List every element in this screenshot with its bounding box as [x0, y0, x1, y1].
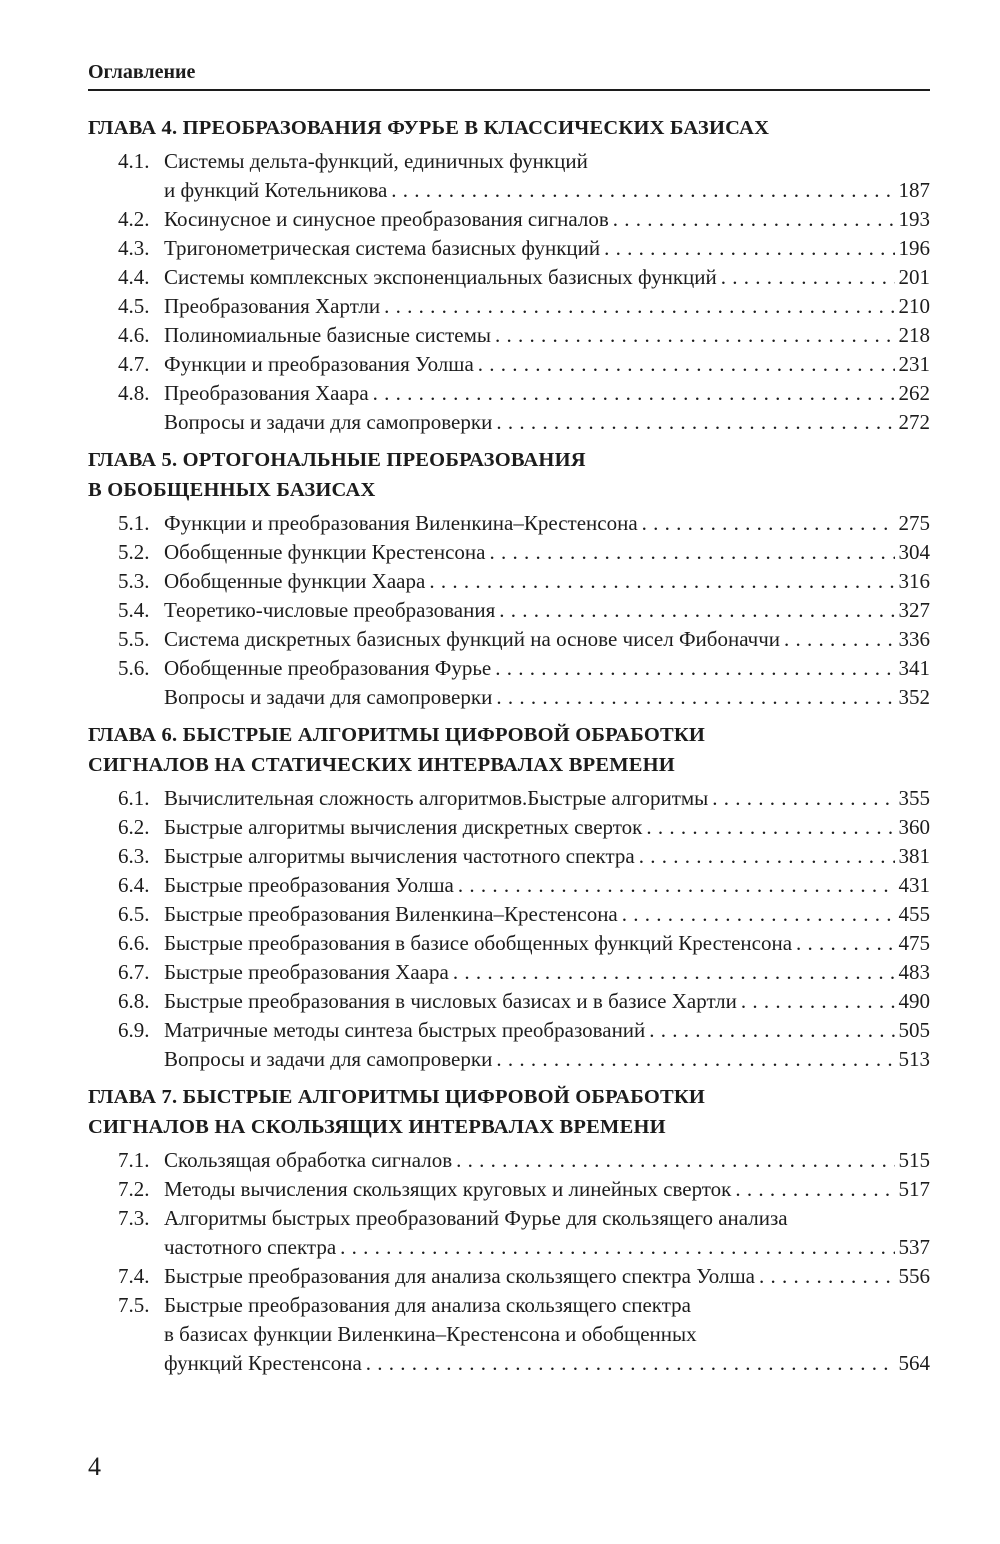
entry-number: 6.2. — [118, 815, 150, 839]
entry-title-last-line — [164, 408, 930, 437]
dot-leader — [646, 813, 894, 842]
entry-title-last-line — [164, 292, 930, 321]
toc-entry[interactable] — [88, 379, 930, 408]
toc-entry[interactable] — [88, 842, 930, 871]
dot-leader — [489, 538, 894, 567]
entry-number: 4.7. — [118, 352, 150, 376]
entry-body — [164, 1146, 930, 1175]
entry-title-last-line — [164, 596, 930, 625]
dot-leader — [604, 234, 894, 263]
entry-title-last-line — [164, 321, 930, 350]
entry-title-last-line — [164, 509, 930, 538]
entry-page-number: 490 — [898, 989, 930, 1013]
entry-title-line: Обобщенные функции Крестенсона — [164, 540, 486, 564]
dot-leader — [496, 683, 894, 712]
entry-title-line: Вопросы и задачи для самопроверки — [164, 1047, 493, 1071]
dot-leader — [721, 263, 895, 292]
entry-number: 5.3. — [118, 569, 150, 593]
entry-title-last-line — [164, 567, 930, 596]
dot-leader — [642, 509, 895, 538]
entry-title-line: Обобщенные функции Хаара — [164, 569, 426, 593]
chapter-title-line: ГЛАВА 5. ОРТОГОНАЛЬНЫЕ ПРЕОБРАЗОВАНИЯ — [88, 449, 586, 471]
entry-title-last-line — [164, 234, 930, 263]
entry-title-line: Вопросы и задачи для самопроверки — [164, 410, 493, 434]
entry-title-last-line — [164, 683, 930, 712]
entry-list — [88, 784, 930, 1074]
dot-leader — [478, 350, 895, 379]
entry-title-last-line — [164, 1262, 930, 1291]
entry-title-line: Быстрые преобразования Виленкина–Крестенсона — [164, 902, 618, 926]
toc-entry[interactable] — [88, 234, 930, 263]
entry-body — [164, 871, 930, 900]
dot-leader — [429, 567, 894, 596]
chapter-title-line: В ОБОБЩЕННЫХ БАЗИСАХ — [88, 479, 376, 501]
entry-body — [164, 784, 930, 813]
entry-page-number: 381 — [898, 844, 930, 868]
entry-body — [164, 538, 930, 567]
entry-page-number: 262 — [898, 381, 930, 405]
entry-title-last-line — [164, 813, 930, 842]
entry-body — [164, 292, 930, 321]
entry-page-number: 218 — [898, 323, 930, 347]
entry-body — [164, 234, 930, 263]
entry-title-last-line — [164, 625, 930, 654]
entry-page-number: 564 — [898, 1351, 930, 1375]
entry-page-number: 272 — [898, 410, 930, 434]
entry-title-last-line — [164, 929, 930, 958]
dot-leader — [712, 784, 894, 813]
chapter-title-line: ГЛАВА 7. БЫСТРЫЕ АЛГОРИТМЫ ЦИФРОВОЙ ОБРАБОТКИ — [88, 1086, 706, 1108]
dot-leader — [456, 1146, 894, 1175]
entry-number: 7.2. — [118, 1177, 150, 1201]
entry-body — [164, 1262, 930, 1291]
entry-page-number: 537 — [898, 1235, 930, 1259]
toc-entry[interactable] — [88, 263, 930, 292]
entry-title-line: Функции и преобразования Уолша — [164, 352, 474, 376]
dot-leader — [759, 1262, 895, 1291]
entry-title-last-line — [164, 842, 930, 871]
dot-leader — [496, 1045, 894, 1074]
entry-number: 5.5. — [118, 627, 150, 651]
entry-title-line: частотного спектра — [164, 1235, 337, 1259]
dot-leader — [495, 654, 894, 683]
entry-title-line: Алгоритмы быстрых преобразований Фурье для скользящего анализа — [164, 1206, 788, 1230]
entry-page-number: 336 — [898, 627, 930, 651]
toc-entry[interactable] — [88, 1146, 930, 1175]
dot-leader — [639, 842, 895, 871]
toc-entry[interactable] — [88, 1262, 930, 1291]
toc-entry[interactable] — [88, 813, 930, 842]
entry-number: 7.3. — [118, 1206, 150, 1230]
entry-title-line: Теоретико-числовые преобразования — [164, 598, 496, 622]
dot-leader — [458, 871, 895, 900]
entry-title-line: Тригонометрическая система базисных функций — [164, 236, 601, 260]
dot-leader — [735, 1175, 894, 1204]
entry-body — [164, 350, 930, 379]
toc-entry[interactable] — [88, 987, 930, 1016]
chapter-title — [88, 720, 930, 780]
toc-entry[interactable] — [88, 205, 930, 234]
entry-title-line: Быстрые преобразования Уолша — [164, 873, 454, 897]
toc-entry[interactable] — [88, 1204, 930, 1262]
entry-title-last-line — [164, 538, 930, 567]
header-rule — [88, 89, 930, 91]
entry-title-line: Методы вычисления скользящих круговых и линейных сверток — [164, 1177, 732, 1201]
toc-entry[interactable] — [88, 596, 930, 625]
toc-entry[interactable] — [88, 350, 930, 379]
chapter-title-line: ГЛАВА 6. БЫСТРЫЕ АЛГОРИТМЫ ЦИФРОВОЙ ОБРАБОТКИ — [88, 724, 706, 746]
entry-title-line: Вопросы и задачи для самопроверки — [164, 685, 493, 709]
entry-body — [164, 1045, 930, 1074]
toc-entry[interactable] — [88, 958, 930, 987]
entry-number: 5.4. — [118, 598, 150, 622]
entry-title-last-line — [164, 1349, 930, 1378]
entry-title-last-line — [164, 1175, 930, 1204]
dot-leader — [796, 929, 894, 958]
entry-page-number: 556 — [898, 1264, 930, 1288]
entry-title-line: Быстрые алгоритмы вычисления частотного спектра — [164, 844, 635, 868]
entry-title-line: Быстрые преобразования в базисе обобщенных функций Крестенсона — [164, 931, 793, 955]
entry-title-line: Полиномиальные базисные системы — [164, 323, 492, 347]
toc-entry[interactable] — [88, 929, 930, 958]
toc-entry[interactable] — [88, 538, 930, 567]
entry-title-line: Быстрые преобразования Хаара — [164, 960, 449, 984]
entry-number: 7.5. — [118, 1293, 150, 1317]
entry-title-last-line — [164, 871, 930, 900]
toc-entry[interactable] — [88, 1016, 930, 1045]
entry-title-last-line — [164, 263, 930, 292]
chapter-title-line: СИГНАЛОВ НА СКОЛЬЗЯЩИХ ИНТЕРВАЛАХ ВРЕМЕНИ — [88, 1116, 666, 1138]
entry-title-line: Быстрые алгоритмы вычисления дискретных сверток — [164, 815, 643, 839]
entry-body — [164, 408, 930, 437]
chapter-section — [88, 720, 930, 1074]
toc-entry[interactable] — [88, 784, 930, 813]
toc-entry[interactable] — [88, 625, 930, 654]
entry-title-last-line — [164, 1233, 930, 1262]
entry-title-line: Системы комплексных экспоненциальных базисных функций — [164, 265, 717, 289]
chapter-title — [88, 113, 930, 143]
entry-number: 7.1. — [118, 1148, 150, 1172]
entry-number: 6.9. — [118, 1018, 150, 1042]
entry-number: 4.3. — [118, 236, 150, 260]
entry-title-last-line — [164, 350, 930, 379]
entry-body — [164, 1204, 930, 1262]
entry-title-last-line — [164, 176, 930, 205]
entry-title-last-line — [164, 1045, 930, 1074]
toc-entry[interactable] — [88, 900, 930, 929]
entry-title-line: Обобщенные преобразования Фурье — [164, 656, 492, 680]
entry-page-number: 275 — [898, 511, 930, 535]
entry-body — [164, 987, 930, 1016]
chapter-title — [88, 1082, 930, 1142]
entry-number: 4.8. — [118, 381, 150, 405]
entry-body — [164, 654, 930, 683]
toc-entry[interactable] — [88, 1175, 930, 1204]
chapter-section — [88, 1082, 930, 1378]
chapter-title-line: ГЛАВА 4. ПРЕОБРАЗОВАНИЯ ФУРЬЕ В КЛАССИЧЕСКИХ БАЗИСАХ — [88, 117, 770, 139]
entry-title-last-line — [164, 1016, 930, 1045]
entry-page-number: 196 — [898, 236, 930, 260]
entry-title-line: Косинусное и синусное преобразования сигналов — [164, 207, 609, 231]
entry-number: 6.5. — [118, 902, 150, 926]
entry-body — [164, 958, 930, 987]
entry-body — [164, 321, 930, 350]
entry-title-line: Преобразования Хаара — [164, 381, 369, 405]
entry-page-number: 231 — [898, 352, 930, 376]
entry-number: 6.3. — [118, 844, 150, 868]
toc-entry[interactable] — [88, 408, 930, 437]
entry-page-number: 352 — [898, 685, 930, 709]
dot-leader — [741, 987, 895, 1016]
entry-page-number: 201 — [898, 265, 930, 289]
entry-number: 4.6. — [118, 323, 150, 347]
entry-title-line: Функции и преобразования Виленкина–Крестенсона — [164, 511, 638, 535]
toc-entry[interactable] — [88, 567, 930, 596]
entry-number: 4.2. — [118, 207, 150, 231]
table-of-contents — [88, 113, 930, 1378]
entry-title-line: Преобразования Хартли — [164, 294, 381, 318]
entry-body — [164, 596, 930, 625]
entry-body — [164, 509, 930, 538]
entry-body — [164, 263, 930, 292]
entry-number: 6.6. — [118, 931, 150, 955]
dot-leader — [784, 625, 894, 654]
entry-list — [88, 509, 930, 712]
chapter-title — [88, 445, 930, 505]
dot-leader — [622, 900, 895, 929]
entry-page-number: 360 — [898, 815, 930, 839]
entry-page-number: 210 — [898, 294, 930, 318]
entry-page-number: 316 — [898, 569, 930, 593]
entry-number: 4.4. — [118, 265, 150, 289]
dot-leader — [384, 292, 894, 321]
toc-entry[interactable] — [88, 1291, 930, 1378]
page-header-title: Оглавление — [88, 61, 196, 83]
chapter-section — [88, 113, 930, 437]
page-number: 4 — [88, 1452, 101, 1481]
entry-body — [164, 625, 930, 654]
entry-number: 6.7. — [118, 960, 150, 984]
dot-leader — [391, 176, 894, 205]
entry-page-number: 355 — [898, 786, 930, 810]
entry-title-line: и функций Котельникова — [164, 178, 388, 202]
entry-page-number: 304 — [898, 540, 930, 564]
entry-title-line: в базисах функции Виленкина–Крестенсона и обобщенных — [164, 1322, 697, 1346]
dot-leader — [495, 321, 894, 350]
dot-leader — [613, 205, 895, 234]
entry-body — [164, 683, 930, 712]
entry-page-number: 513 — [898, 1047, 930, 1071]
entry-title-last-line — [164, 1146, 930, 1175]
entry-title-last-line — [164, 784, 930, 813]
entry-page-number: 193 — [898, 207, 930, 231]
entry-title-last-line — [164, 205, 930, 234]
entry-page-number: 187 — [898, 178, 930, 202]
entry-title-line: Быстрые преобразования для анализа скользящего спектра Уолша — [164, 1264, 755, 1288]
entry-title-line: Система дискретных базисных функций на основе чисел Фибоначчи — [164, 627, 781, 651]
entry-title-last-line — [164, 379, 930, 408]
entry-body — [164, 1016, 930, 1045]
toc-entry[interactable] — [88, 1045, 930, 1074]
dot-leader — [453, 958, 895, 987]
toc-entry[interactable] — [88, 292, 930, 321]
entry-page-number: 431 — [898, 873, 930, 897]
entry-body — [164, 147, 930, 205]
entry-page-number: 517 — [898, 1177, 930, 1201]
entry-number: 5.6. — [118, 656, 150, 680]
entry-title-last-line — [164, 987, 930, 1016]
toc-entry[interactable] — [88, 147, 930, 205]
entry-number: 5.2. — [118, 540, 150, 564]
entry-page-number: 483 — [898, 960, 930, 984]
toc-entry[interactable] — [88, 321, 930, 350]
entry-number: 4.1. — [118, 149, 150, 173]
entry-page-number: 505 — [898, 1018, 930, 1042]
entry-page-number: 515 — [898, 1148, 930, 1172]
entry-title-last-line — [164, 654, 930, 683]
entry-list — [88, 147, 930, 437]
entry-title-line: Системы дельта-функций, единичных функций — [164, 149, 588, 173]
entry-title-line: Быстрые преобразования для анализа скользящего спектра — [164, 1293, 691, 1317]
dot-leader — [366, 1349, 895, 1378]
dot-leader — [496, 408, 894, 437]
entry-body — [164, 379, 930, 408]
entry-body — [164, 1175, 930, 1204]
entry-number: 6.4. — [118, 873, 150, 897]
entry-title-last-line — [164, 958, 930, 987]
entry-list — [88, 1146, 930, 1378]
toc-entry[interactable] — [88, 654, 930, 683]
entry-body — [164, 900, 930, 929]
dot-leader — [340, 1233, 894, 1262]
entry-body — [164, 1291, 930, 1378]
entry-number: 5.1. — [118, 511, 150, 535]
toc-entry[interactable] — [88, 683, 930, 712]
entry-page-number: 475 — [898, 931, 930, 955]
entry-body — [164, 567, 930, 596]
entry-title-last-line — [164, 900, 930, 929]
entry-title-line: Быстрые преобразования в числовых базисах и в базисе Хартли — [164, 989, 737, 1013]
chapter-section — [88, 445, 930, 712]
entry-body — [164, 842, 930, 871]
toc-entry[interactable] — [88, 509, 930, 538]
entry-title-line: Вычислительная сложность алгоритмов.Быстрые алгоритмы — [164, 786, 709, 810]
dot-leader — [499, 596, 894, 625]
toc-entry[interactable] — [88, 871, 930, 900]
entry-page-number: 327 — [898, 598, 930, 622]
entry-body — [164, 813, 930, 842]
dot-leader — [373, 379, 895, 408]
dot-leader — [649, 1016, 894, 1045]
entry-title-line: функций Крестенсона — [164, 1351, 362, 1375]
entry-number: 6.8. — [118, 989, 150, 1013]
entry-number: 6.1. — [118, 786, 150, 810]
entry-page-number: 341 — [898, 656, 930, 680]
entry-body — [164, 929, 930, 958]
entry-page-number: 455 — [898, 902, 930, 926]
chapter-title-line: СИГНАЛОВ НА СТАТИЧЕСКИХ ИНТЕРВАЛАХ ВРЕМЕНИ — [88, 754, 675, 776]
entry-title-line: Матричные методы синтеза быстрых преобразований — [164, 1018, 646, 1042]
entry-title-line: Скользящая обработка сигналов — [164, 1148, 453, 1172]
entry-body — [164, 205, 930, 234]
entry-number: 7.4. — [118, 1264, 150, 1288]
entry-number: 4.5. — [118, 294, 150, 318]
